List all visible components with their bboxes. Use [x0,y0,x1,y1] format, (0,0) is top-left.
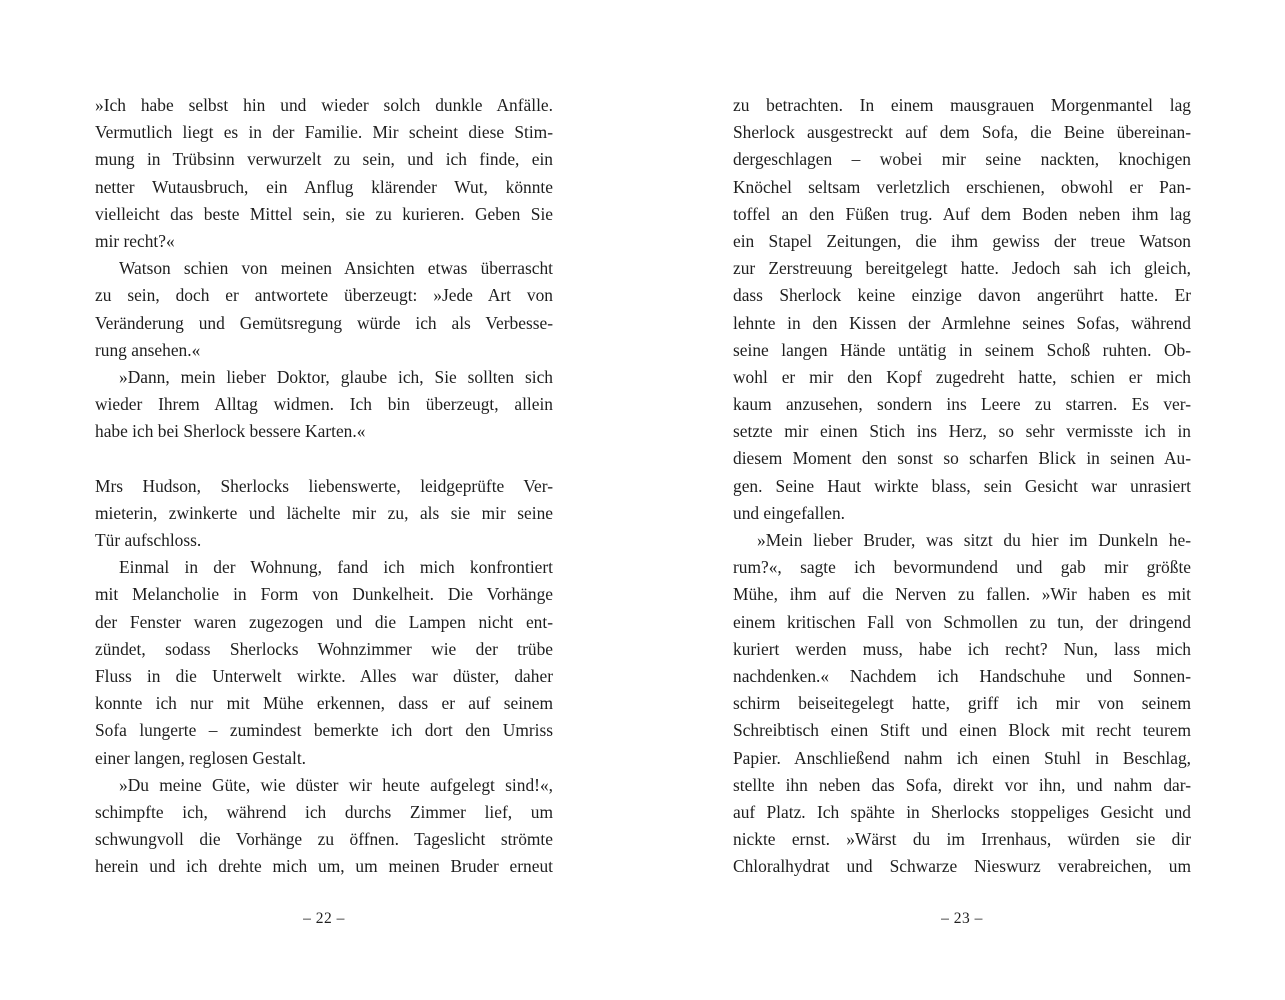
text-line: seine langen Hände untätig in seinem Schoß ruhten. Ob- [733,339,1191,360]
text-line: Chloralhydrat und Schwarze Nieswurz verabreichen, um [733,856,1191,877]
text-line: habe ich bei Sherlock bessere Karten.« [95,421,366,442]
text-line: der Fenster waren zugezogen und die Lampen nicht ent- [95,611,553,632]
text-line: wohl er mir den Kopf zugedreht hatte, schien er mich [733,366,1191,387]
text-line: »Dann, mein lieber Doktor, glaube ich, Sie sollten sich [119,366,553,387]
text-line: mit Melancholie in Form von Dunkelheit. Die Vorhänge [95,584,553,605]
text-line: nachdenken.« Nachdem ich Handschuhe und Sonnen- [733,665,1191,686]
text-line: Sherlock ausgestreckt auf dem Sofa, die Beine übereinan- [733,122,1191,143]
text-line: »Mein lieber Bruder, was sitzt du hier im Dunkeln he- [757,530,1191,550]
text-line: schwungvoll die Vorhänge zu öffnen. Tageslicht strömte [95,829,553,850]
text-line: Mühe, ihm auf die Nerven zu fallen. »Wir haben es mit [733,584,1191,605]
text-line: auf Platz. Ich spähte in Sherlocks stoppeliges Gesicht und [733,801,1191,822]
text-line: Papier. Anschließend nahm ich einen Stuhl in Beschlag, [733,747,1191,768]
page-number-left: – 22 – [303,910,345,927]
text-line: dergeschlagen – wobei mir seine nackten, knochigen [733,149,1191,170]
text-line: kaum anzusehen, sondern ins Leere zu starren. Es ver- [733,394,1191,415]
text-line: toffel an den Füßen trug. Auf dem Boden neben ihm lag [733,203,1191,224]
text-line: und eingefallen. [733,502,846,523]
page-number-right: – 23 – [941,910,983,927]
left-page [95,92,553,952]
text-line: stellte ihn neben das Sofa, direkt vor ihn, und nahm dar- [733,774,1191,795]
text-line: Tür aufschloss. [95,530,202,550]
text-line: konnte ich nur mit Mühe erkennen, dass er auf seinem [95,693,553,714]
text-line: lehnte in den Kissen der Armlehne seines Sofas, während [733,312,1191,333]
text-line: mir recht?« [95,230,175,251]
left-page-text [95,92,553,880]
text-line: netter Wutausbruch, ein Anflug klärender Wut, könnte [95,176,553,197]
text-line: einem kritischen Fall von Schmollen zu tun, der dringend [733,611,1191,632]
section-break [95,445,553,472]
text-line: gen. Seine Haut wirkte blass, sein Gesicht war unrasiert [733,475,1191,496]
text-line: Sofa lungerte – zumindest bemerkte ich dort den Umriss [95,720,553,741]
text-line: vielleicht das beste Mittel sein, sie zu kurieren. Geben Sie [95,203,553,224]
text-line: einer langen, reglosen Gestalt. [95,747,307,768]
text-line: zur Zerstreuung bereitgelegt hatte. Jedoch sah ich gleich, [733,258,1191,279]
text-line: rung ansehen.« [95,339,201,360]
text-line: schimpfte ich, während ich durchs Zimmer lief, um [95,801,553,822]
text-line: Mrs Hudson, Sherlocks liebenswerte, leidgeprüfte Ver- [95,475,553,496]
text-line: dass Sherlock keine einzige davon angerührt hatte. Er [733,285,1191,306]
text-line: Veränderung und Gemütsregung würde ich als Verbesse- [95,312,553,333]
text-line: Knöchel seltsam verletzlich erschienen, obwohl er Pan- [733,176,1191,197]
text-line: setzte mir einen Stich ins Herz, so sehr vermisste ich in [733,421,1191,442]
text-line: schirm beiseitegelegt hatte, griff ich mir von seinem [733,693,1191,714]
text-line: zu sein, doch er antwortete überzeugt: »Jede Art von [95,285,553,306]
text-line: zündet, sodass Sherlocks Wohnzimmer wie der trübe [95,638,553,659]
text-line: Schreibtisch einen Stift und einen Block mit recht teurem [733,720,1191,741]
text-line: »Du meine Güte, wie düster wir heute aufgelegt sind!«, [119,774,553,795]
text-line: mung in Trübsinn verwurzelt zu sein, und ich finde, ein [95,149,553,170]
text-line: Einmal in der Wohnung, fand ich mich konfrontiert [119,557,553,578]
text-line: mieterin, zwinkerte und lächelte mir zu, als sie mir seine [95,502,553,523]
text-line: herein und ich drehte mich um, um meinen Bruder erneut [95,856,553,877]
text-line: wieder Ihrem Alltag widmen. Ich bin überzeugt, allein [95,394,553,415]
text-line: zu betrachten. In einem mausgrauen Morgenmantel lag [733,95,1191,115]
text-line: Watson schien von meinen Ansichten etwas überrascht [119,258,553,279]
text-line: Fluss in die Unterwelt wirkte. Alles war düster, daher [95,665,553,686]
right-page [733,92,1191,952]
text-line: »Ich habe selbst hin und wieder solch dunkle Anfälle. [95,95,553,115]
text-line: kuriert werden muss, habe ich recht? Nun, lass mich [733,638,1191,659]
text-line: diesem Moment den sonst so scharfen Blick in seinen Au- [733,448,1191,469]
text-line: Vermutlich liegt es in der Familie. Mir scheint diese Stim- [95,122,553,143]
text-line: ein Stapel Zeitungen, die ihm gewiss der treue Watson [733,230,1191,251]
right-page-text [733,92,1191,880]
text-line: rum?«, sagte ich bevormundend und gab mir größte [733,557,1191,578]
text-line: nickte ernst. »Wärst du im Irrenhaus, würden sie dir [733,829,1191,850]
